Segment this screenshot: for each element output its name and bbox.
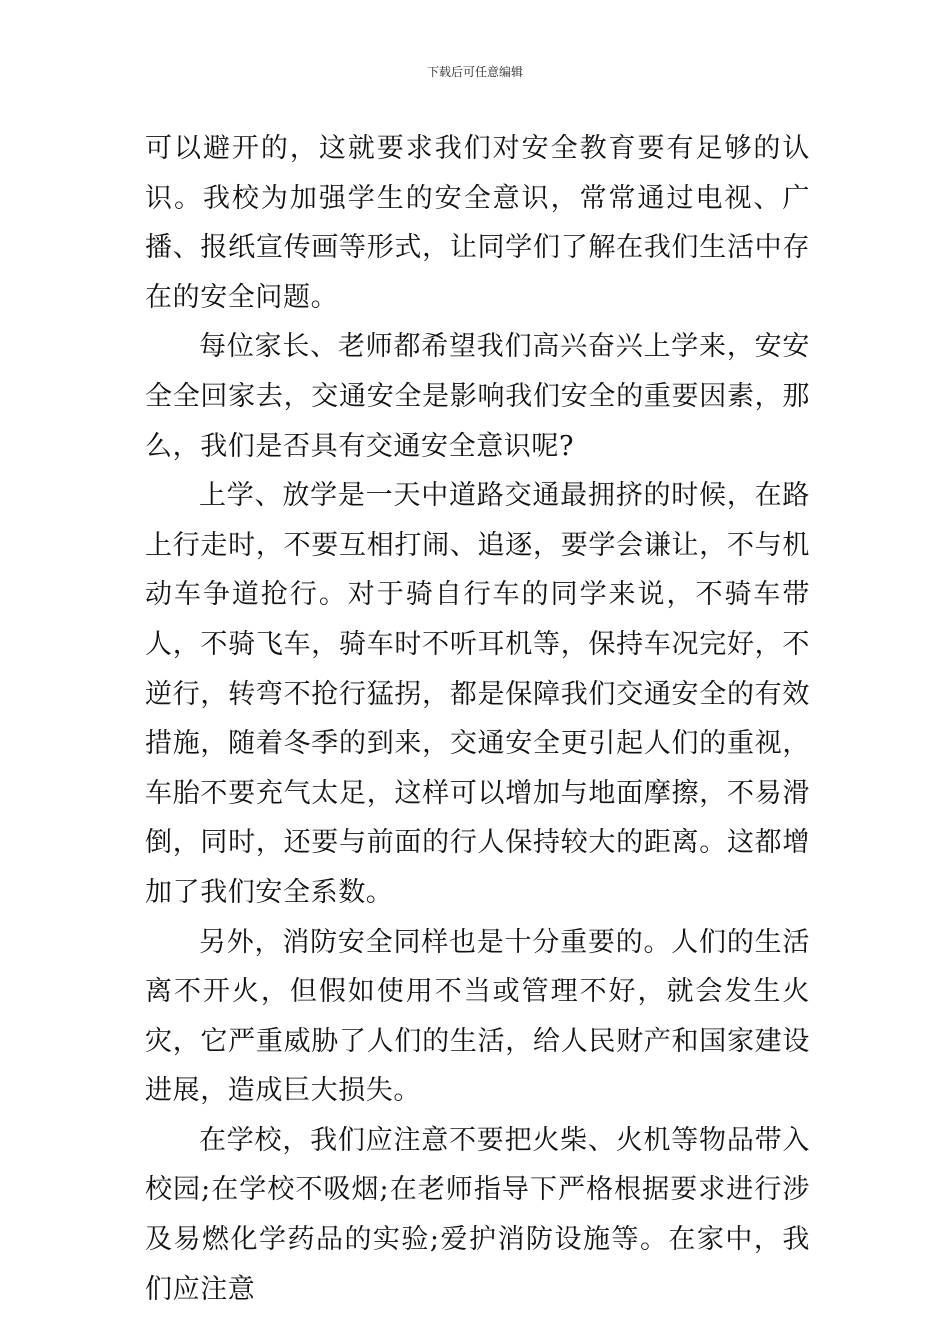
document-body xyxy=(145,124,810,1314)
paragraph-5: 在学校，我们应注意不要把火柴、火机等物品带入校园;在学校不吸烟;在老师指导下严格根据要求进行涉及易燃化学药品的实验;爱护消防设施等。在家中，我们应注意 xyxy=(145,1124,810,1305)
paragraph-3: 上学、放学是一天中道路交通最拥挤的时候，在路上行走时，不要互相打闹、追逐，要学会谦让，不与机动车争道抢行。对于骑自行车的同学来说，不骑车带人，不骑飞车，骑车时不听耳机等，保持车况完好，不逆行，转弯不抢行猛拐，都是保障我们交通安全的有效措施，随着冬季的到来，交通安全更引起人们的重视，车胎不要充气太足，这样可以增加与地面摩擦，不易滑倒，同时，还要与前面的行人保持较大的距离。这都增加了我们安全系数。 xyxy=(145,480,810,908)
page-header: 下载后可任意编辑 xyxy=(426,65,523,79)
paragraph-4: 另外，消防安全同样也是十分重要的。人们的生活离不开火，但假如使用不当或管理不好，就会发生火灾，它严重威胁了人们的生活，给人民财产和国家建设进展，造成巨大损失。 xyxy=(145,926,810,1107)
paragraph-2: 每位家长、老师都希望我们高兴奋兴上学来，安安全全回家去，交通安全是影响我们安全的重要因素，那么，我们是否具有交通安全意识呢? xyxy=(145,331,810,462)
paragraph-1: 可以避开的，这就要求我们对安全教育要有足够的认识。我校为加强学生的安全意识，常常通过电视、广播、报纸宣传画等形式，让同学们了解在我们生活中存在的安全问题。 xyxy=(145,133,810,313)
